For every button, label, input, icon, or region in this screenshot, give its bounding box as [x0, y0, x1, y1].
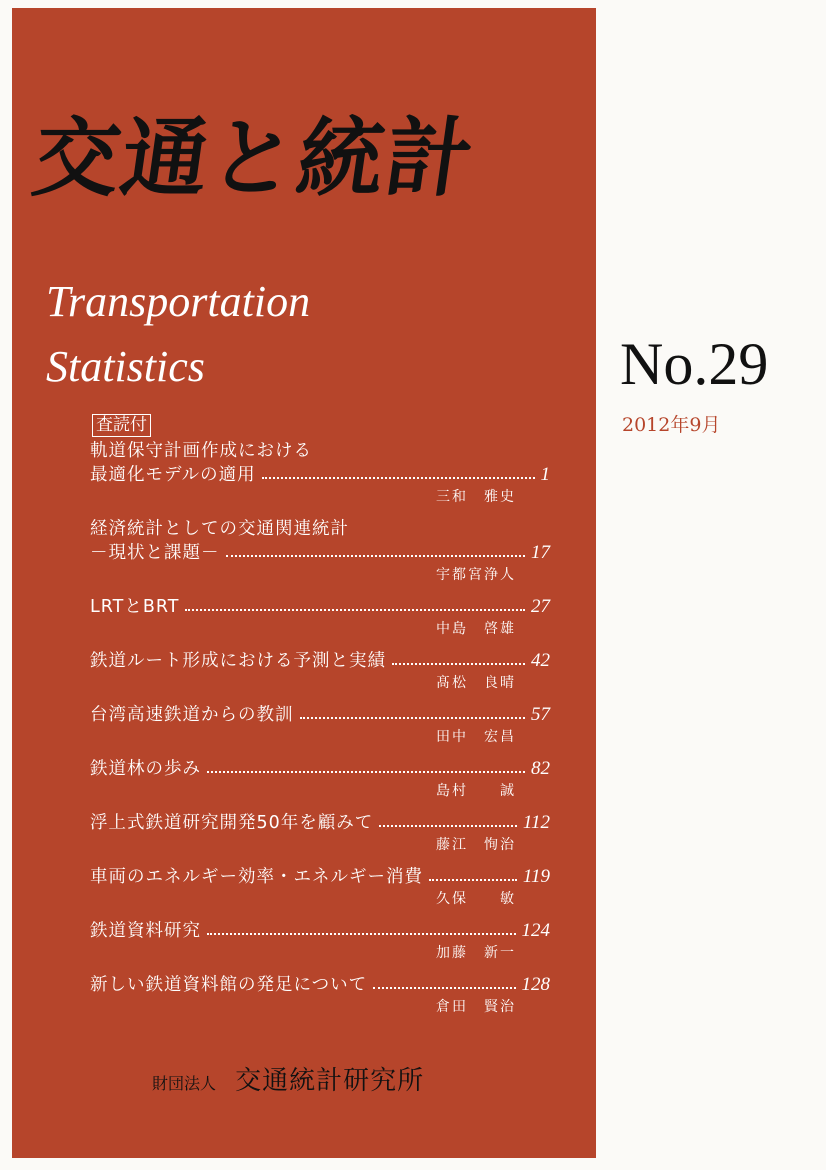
- toc-entry[interactable]: [90, 517, 550, 585]
- toc-page-number: 112: [522, 812, 550, 833]
- toc-entry-title: 台湾高速鉄道からの教訓: [90, 705, 294, 725]
- toc-author: 髙松 良晴: [436, 675, 516, 691]
- toc-entry-title: 鉄道資料研究: [90, 921, 201, 941]
- toc-entry-title: 鉄道ルート形成における予測と実績: [90, 651, 386, 671]
- journal-title-jp: 交通と統計: [26, 109, 482, 209]
- refereed-section: [90, 414, 550, 437]
- toc-entry-title: 浮上式鉄道研究開発50年を顧みて: [90, 813, 374, 833]
- toc-page-number: 57: [531, 704, 550, 725]
- toc-entry[interactable]: [90, 865, 550, 909]
- toc-author: 三和 雅史: [436, 489, 516, 505]
- cover-panel: [12, 8, 596, 1158]
- toc-entry[interactable]: [90, 811, 550, 855]
- toc-leader-dots: [429, 879, 517, 881]
- toc-leader-dots: [373, 987, 515, 989]
- refereed-badge: 査読付: [92, 414, 151, 437]
- toc-page-number: 42: [531, 650, 550, 671]
- toc-entry-line: [90, 517, 550, 541]
- toc-page-number: 124: [521, 920, 550, 941]
- publisher-prefix: 財団法人: [152, 1074, 217, 1093]
- toc-entry-title: －現状と課題－: [90, 543, 220, 563]
- toc-entry-line: [90, 757, 550, 781]
- issue-date: 2012年9月: [622, 414, 721, 436]
- toc-leader-dots: [226, 555, 526, 557]
- toc-entry[interactable]: [90, 757, 550, 801]
- toc-entry-line: [90, 439, 550, 463]
- toc-entry-title: 経済統計としての交通関連統計: [90, 519, 349, 539]
- toc-author: 藤江 恂治: [436, 837, 516, 853]
- toc-entry-line: [90, 595, 550, 619]
- toc-entry-title: LRTとBRT: [90, 597, 180, 617]
- journal-title-en-line2: Statistics: [46, 342, 205, 391]
- toc-page-number: 17: [531, 542, 550, 563]
- toc-page-number: 128: [521, 974, 550, 995]
- toc-entry-line: [90, 811, 550, 835]
- toc-author: 島村 誠: [436, 783, 516, 799]
- toc-entry[interactable]: [90, 649, 550, 693]
- toc-entry-title: 鉄道林の歩み: [90, 759, 201, 779]
- toc-author: 久保 敏: [436, 891, 516, 907]
- toc-entry-title: 軌道保守計画作成における: [90, 441, 312, 461]
- toc-entry-line: [90, 649, 550, 673]
- toc-entry[interactable]: [90, 439, 550, 507]
- toc-entry-title: 最適化モデルの適用: [90, 465, 256, 485]
- toc-leader-dots: [262, 477, 535, 479]
- toc-author: 加藤 新一: [436, 945, 516, 961]
- toc-page-number: 119: [522, 866, 550, 887]
- journal-title-en-line1: Transportation: [46, 277, 311, 326]
- toc-leader-dots: [207, 771, 525, 773]
- toc-entry-line: [90, 463, 550, 487]
- toc-entry[interactable]: [90, 595, 550, 639]
- toc-leader-dots: [392, 663, 525, 665]
- toc-entry-title: 新しい鉄道資料館の発足について: [90, 975, 368, 995]
- toc-entry-title: 車両のエネルギー効率・エネルギー消費: [90, 867, 423, 887]
- toc-entry-line: [90, 865, 550, 889]
- toc-author: 中島 啓雄: [436, 621, 516, 637]
- toc-entry[interactable]: [90, 919, 550, 963]
- toc-page-number: 1: [540, 464, 550, 485]
- toc-page-number: 82: [531, 758, 550, 779]
- toc-leader-dots: [207, 933, 516, 935]
- toc-author: 宇都宮浄人: [436, 567, 516, 583]
- toc-page-number: 27: [531, 596, 550, 617]
- toc-entry[interactable]: [90, 973, 550, 1017]
- publisher-name: 交通統計研究所: [235, 1066, 425, 1096]
- toc-entry-line: [90, 973, 550, 997]
- table-of-contents: [90, 414, 550, 1027]
- toc-leader-dots: [379, 825, 517, 827]
- issue-number: No.29: [620, 331, 769, 397]
- toc-author: 田中 宏昌: [436, 729, 516, 745]
- toc-author: 倉田 賢治: [436, 999, 516, 1015]
- toc-entry[interactable]: [90, 703, 550, 747]
- toc-entry-line: [90, 919, 550, 943]
- toc-entry-line: [90, 703, 550, 727]
- toc-entry-line: [90, 541, 550, 565]
- toc-leader-dots: [300, 717, 526, 719]
- publisher: [152, 1060, 424, 1097]
- toc-leader-dots: [185, 609, 525, 611]
